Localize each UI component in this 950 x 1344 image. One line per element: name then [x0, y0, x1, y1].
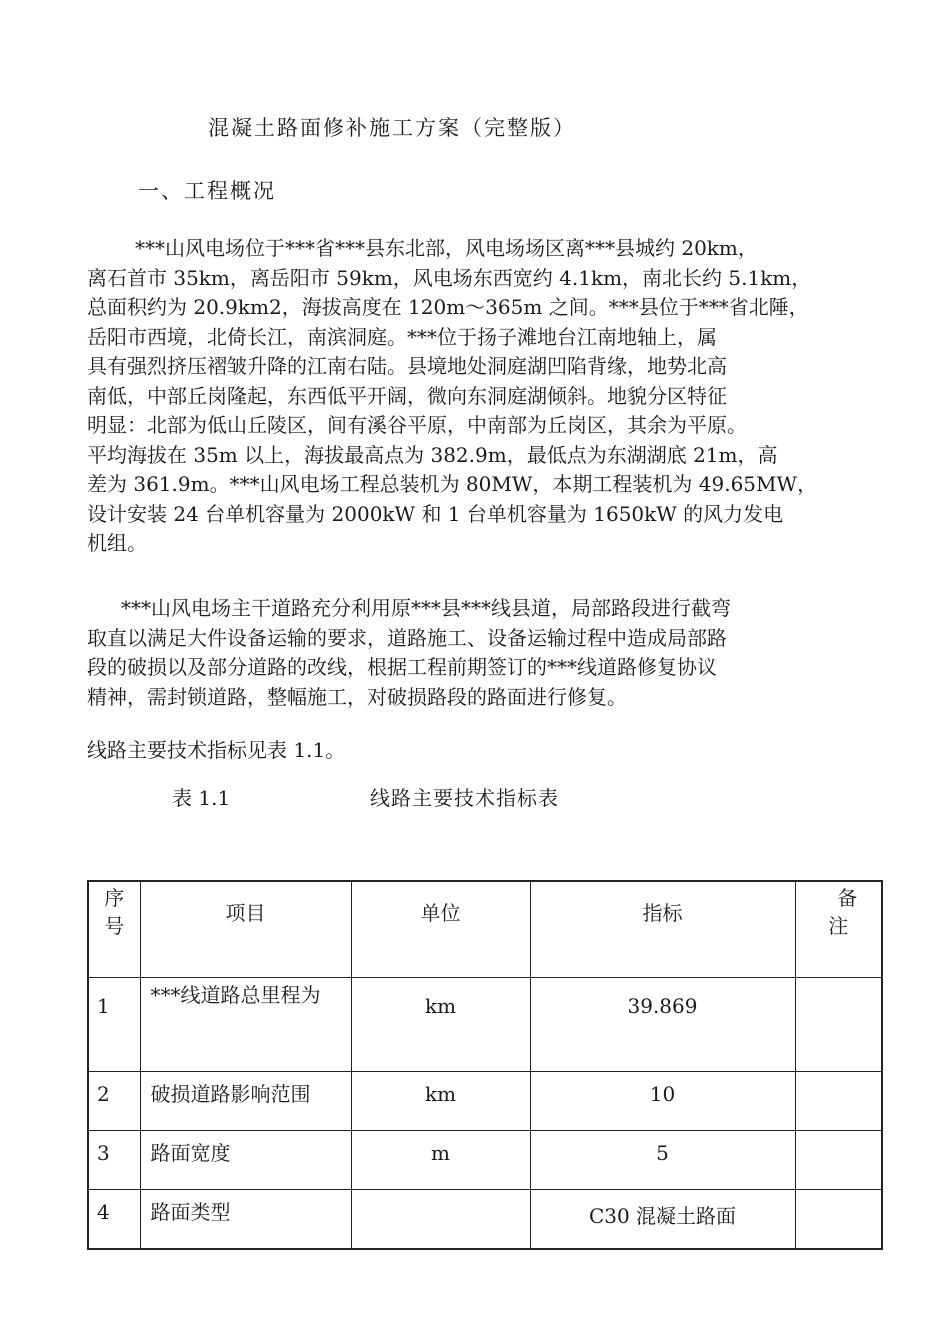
paragraph-line: ***山风电场位于***省***县东北部，风电场场区离***县城约 20km，	[135, 236, 758, 260]
header-unit: 单位	[351, 881, 530, 978]
technical-index-table	[87, 880, 883, 1250]
header-item: 项目	[140, 881, 351, 978]
cell-unit: km	[351, 978, 530, 1072]
table-row	[88, 1072, 882, 1131]
cell-item: 路面类型	[140, 1190, 351, 1250]
overview-paragraph-1	[87, 234, 887, 559]
overview-paragraph-2	[87, 594, 887, 712]
cell-item: ***线道路总里程为	[140, 978, 351, 1072]
paragraph-line: 具有强烈挤压褶皱升降的江南右陆。县境地处洞庭湖凹陷背缘，地势北高	[87, 354, 727, 378]
paragraph-line: 取直以满足大件设备运输的要求，道路施工、设备运输过程中造成局部路	[87, 625, 727, 650]
header-remarks-line1: 备	[837, 886, 858, 910]
cell-remarks	[795, 1131, 882, 1190]
paragraph-line: 段的破损以及部分道路的改线，根据工程前期签订的***线道路修复协议	[87, 655, 717, 679]
cell-unit	[351, 1190, 530, 1250]
cell-index: 39.869	[530, 978, 795, 1072]
table-header-row	[88, 881, 882, 978]
paragraph-line: 设计安装 24 台单机容量为 2000kW 和 1 台单机容量为 1650kW 的风力发电	[87, 501, 784, 526]
paragraph-line: 岳阳市西境，北倚长江，南滨洞庭。***位于扬子滩地台江南地轴上，属	[87, 324, 717, 349]
document-title: 混凝土路面修补施工方案（完整版）	[208, 116, 576, 140]
paragraph-line: ***山风电场主干道路充分利用原***县***线县道，局部路段进行截弯	[121, 596, 731, 620]
header-serial-number	[88, 881, 140, 978]
cell-serial: 3	[88, 1131, 140, 1190]
table-row	[88, 1190, 882, 1250]
cell-remarks	[795, 1190, 882, 1250]
paragraph-line: 总面积约为 20.9km2，海拔高度在 120m～365m 之间。***县位于***省北陲，	[87, 295, 809, 319]
paragraph-line: 精神，需封锁道路，整幅施工，对破损路段的路面进行修复。	[87, 684, 627, 709]
cell-index: 10	[530, 1072, 795, 1131]
cell-item: 破损道路影响范围	[140, 1072, 351, 1131]
cell-unit: km	[351, 1072, 530, 1131]
paragraph-line: 明显：北部为低山丘陵区，间有溪谷平原，中南部为丘岗区，其余为平原。	[87, 413, 747, 437]
paragraph-line: 离石首市 35km，离岳阳市 59km，风电场东西宽约 4.1km，南北长约 5.1km，	[87, 265, 812, 290]
cell-serial: 1	[88, 978, 140, 1072]
cell-item: 路面宽度	[140, 1131, 351, 1190]
cell-serial: 4	[88, 1190, 140, 1250]
cell-remarks	[795, 978, 882, 1072]
header-remarks-line2: 注	[828, 914, 849, 938]
section-heading: 一、工程概况	[138, 179, 276, 203]
table-row	[88, 1131, 882, 1190]
paragraph-line: 南低，中部丘岗隆起，东西低平开阔，微向东洞庭湖倾斜。地貌分区特征	[87, 383, 727, 408]
table-caption-number: 表 1.1	[172, 786, 231, 810]
table-reference-text: 线路主要技术指标见表 1.1。	[87, 738, 346, 762]
cell-unit: m	[351, 1131, 530, 1190]
table-caption-title: 线路主要技术指标表	[370, 786, 559, 810]
header-serial-line1: 序	[104, 886, 125, 910]
cell-serial: 2	[88, 1072, 140, 1131]
table-row	[88, 978, 882, 1072]
header-serial-line2: 号	[104, 914, 125, 938]
cell-index: 5	[530, 1131, 795, 1190]
paragraph-line: 差为 361.9m。***山风电场工程总装机为 80MW，本期工程装机为 49.65MW，	[87, 472, 818, 496]
paragraph-line: 机组。	[87, 531, 147, 555]
paragraph-line: 平均海拔在 35m 以上，海拔最高点为 382.9m，最低点为东湖湖底 21m，高	[87, 442, 778, 467]
cell-index: C30 混凝土路面	[530, 1190, 795, 1250]
cell-remarks	[795, 1072, 882, 1131]
header-index: 指标	[530, 881, 795, 978]
header-remarks	[795, 881, 882, 978]
